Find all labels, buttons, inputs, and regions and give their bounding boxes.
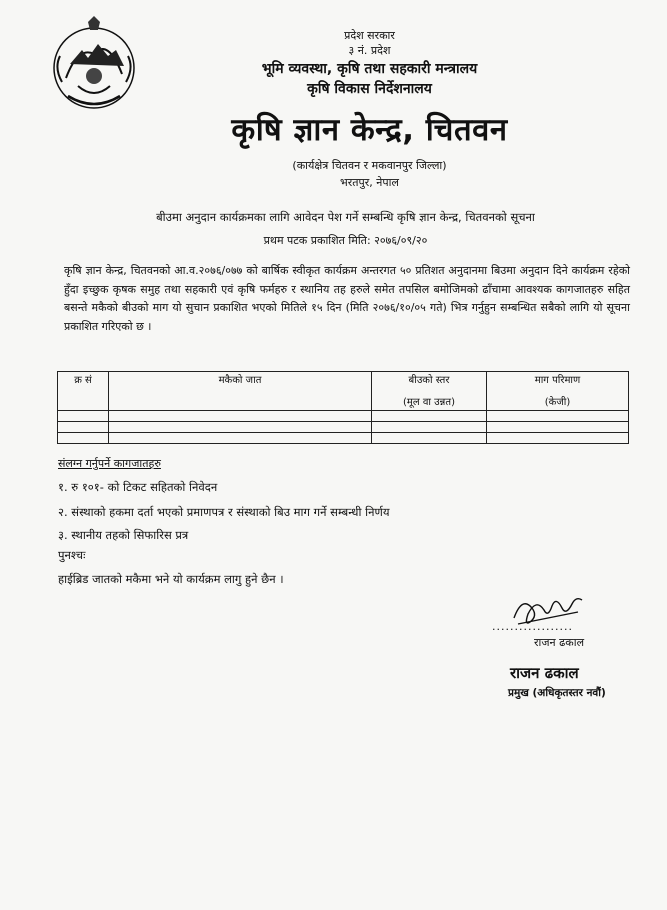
seed-demand-table <box>57 371 629 444</box>
table-cell <box>58 433 109 444</box>
table-row <box>58 433 629 444</box>
table-cell <box>372 411 487 422</box>
header-label: बीउको स्तर <box>408 375 450 386</box>
province-label: ३ नं. प्रदेश <box>348 44 391 57</box>
header-sublabel: (मूल वा उन्नत) <box>403 397 455 408</box>
signatory-name: राजन ढकाल <box>510 664 579 682</box>
office-location: भरतपुर, नेपाल <box>340 176 399 189</box>
table-cell <box>109 422 372 433</box>
govt-label: प्रदेश सरकार <box>344 29 395 42</box>
table-cell <box>372 433 487 444</box>
published-date: प्रथम पटक प्रकाशित मिति: २०७६/०९/२० <box>263 234 428 247</box>
header-label: मकैको जात <box>218 375 262 386</box>
table-header-variety <box>109 372 372 411</box>
signature-line: .................. <box>492 620 573 633</box>
table-row <box>58 411 629 422</box>
postscript-label: पुनश्चः <box>58 548 86 562</box>
table-cell <box>487 422 629 433</box>
header-sublabel: (केजी) <box>544 397 571 408</box>
notice-body: कृषि ज्ञान केन्द्र, चितवनको आ.व.२०७६/०७७ को बार्षिक स्वीकृत कार्यक्रम अन्तरगत ५० प्रतिशत अनुदानमा बिउमा अनुदान दिने कार्यक्रम रहेको हुँदा इच्छुक कृषक समुह तथा सहकारी एवं कृषि फर्महरु र स्थानिय तह हरुले समेत तपसिल बमोजिमको ढाँचामा आवश्यक कागजातहरु सहित बसन्ते मकैको बीउको माग यो सुचान प्रकाशित भएको मितिले १५ दिन (मिति २०७६/१०/०५ गते) भित्र गर्नुहुन सम्बन्धित सबैको लागि यो सूचना प्रकाशित गरिएको छ । <box>64 264 630 334</box>
table-cell <box>487 411 629 422</box>
attachments-title: संलग्न गर्नुपर्ने कागजातहरु <box>58 457 161 470</box>
signatory-designation: प्रमुख (अधिकृतस्तर नवौं) <box>508 687 606 699</box>
table-cell <box>109 411 372 422</box>
table-cell <box>109 433 372 444</box>
table-cell <box>372 422 487 433</box>
attachment-item-1: १. रु १०१- को टिकट सहितको निवेदन <box>58 480 218 494</box>
table-cell <box>58 422 109 433</box>
signatory-name-small: राजन ढकाल <box>534 636 585 649</box>
notice-title: बीउमा अनुदान कार्यक्रमका लागि आवेदन पेश गर्ने सम्बन्धि कृषि ज्ञान केन्द्र, चितवनको सूचना <box>156 210 535 224</box>
directorate-name: कृषि विकास निर्देशनालय <box>307 81 432 97</box>
table-header-quantity <box>487 372 629 411</box>
attachment-item-3: ३. स्थानीय तहको सिफारिस प्रत्र <box>58 528 189 542</box>
table-header-sn <box>58 372 109 411</box>
table-header-seed-grade <box>372 372 487 411</box>
table-header-row <box>58 372 629 411</box>
attachment-item-2: २. संस्थाको हकमा दर्ता भएको प्रमाणपत्र र संस्थाको बिउ माग गर्ने सम्बन्धी निर्णय <box>58 505 390 519</box>
table-cell <box>58 411 109 422</box>
office-title: कृषि ज्ञान केन्द्र, चितवन <box>231 112 508 148</box>
header-label: क्र सं <box>74 375 92 386</box>
table-cell <box>487 433 629 444</box>
ministry-name: भूमि व्यवस्था, कृषि तथा सहकारी मन्त्रालय <box>261 61 478 77</box>
office-area: (कार्यक्षेत्र चितवन र मकवानपुर जिल्ला) <box>292 159 447 172</box>
table-row <box>58 422 629 433</box>
header-label: माग परिमाण <box>534 375 581 386</box>
postscript-text: हाईब्रिड जातको मकैमा भने यो कार्यक्रम लागु हुने छैन । <box>58 572 284 586</box>
